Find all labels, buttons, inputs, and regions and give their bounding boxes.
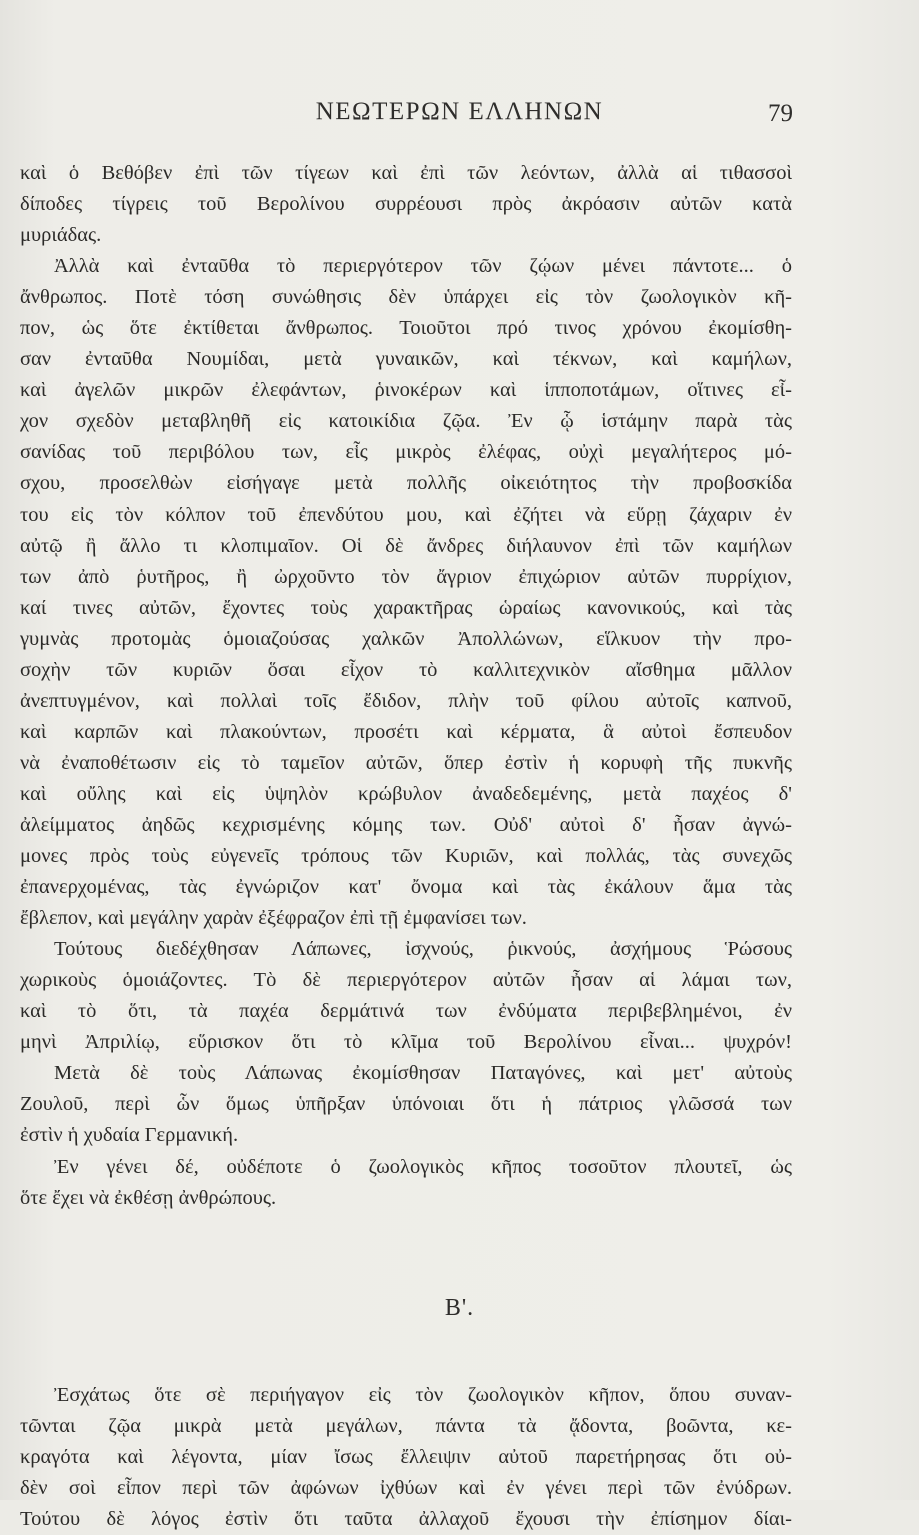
text-line: χον σχεδὸν μεταβληθῆ εἰς κατοικίδια ζῷα. Ἐν ᾧ ἱστάμην παρὰ τὰς xyxy=(20,410,792,433)
text-line: σανίδας τοῦ περιβόλου των, εἷς μικρὸς ἐλέφας, οὐχὶ μεγαλήτερος μό- xyxy=(20,441,792,464)
text-line: ἄνθρωπος. Ποτὲ τόση συνώθησις δὲν ὑπάρχει εἰς τὸν ζωολογικὸν κῆ- xyxy=(20,286,792,309)
text-line: σχου, προσελθὼν εἰσήγαγε μετὰ πολλῆς οἰκειότητος τὴν προβοσκίδα xyxy=(20,472,792,495)
text-line: μυριάδας. xyxy=(20,224,102,247)
text-line: ἔβλεπον, καὶ μεγάλην χαρὰν ἐξέφραζον ἐπὶ τῇ ἐμφανίσει των. xyxy=(20,907,527,930)
text-line: Τούτου δὲ λόγος ἐστὶν ὅτι ταῦτα ἀλλαχοῦ ἔχουσι τὴν ἐπίσημον δίαι- xyxy=(20,1508,792,1531)
text-line: ἐστὶν ἡ χυδαία Γερμανική. xyxy=(20,1124,239,1147)
text-line: ἀλείμματος ἀηδῶς κεχρισμένης κόμης των. Οὐδ' αὐτοὶ δ' ἦσαν ἀγνώ- xyxy=(20,813,792,836)
text-line: καὶ οὔλης καὶ εἰς ὑψηλὸν κρώβυλον ἀναδεδεμένης, μετὰ παχέος δ' xyxy=(20,782,792,805)
text-line: Μετὰ δὲ τοὺς Λάπωνας ἐκομίσθησαν Παταγόνες, καὶ μετ' αὐτοὺς xyxy=(54,1062,792,1085)
main-text-block xyxy=(20,158,792,1214)
text-line: Ἀλλὰ καὶ ἐνταῦθα τὸ περιεργότερον τῶν ζῴων μένει πάντοτε... ὁ xyxy=(54,255,792,278)
section-heading: Β'. xyxy=(444,1295,475,1321)
text-line: χωρικοὺς ὁμοιάζοντες. Τὸ δὲ περιεργότερον αὐτῶν ἦσαν αἱ λάμαι των, xyxy=(20,969,792,992)
text-line: δίποδες τίγρεις τοῦ Βερολίνου συρρέουσι πρὸς ἀκρόασιν αὐτῶν κατὰ xyxy=(20,193,792,216)
text-line: καὶ τὸ ὅτι, τὰ παχέα δερμάτινά των ἐνδύματα περιβεβλημένοι, ἐν xyxy=(20,1000,792,1023)
page-number: 79 xyxy=(768,100,793,127)
text-line: καὶ καρπῶν καὶ πλακούντων, προσέτι καὶ κέρματα, ἃ αὐτοὶ ἔσπευδον xyxy=(20,720,792,743)
text-line: ἐπανερχομένας, τὰς ἐγνώριζον κατ' ὄνομα καὶ τὰς ἐκάλουν ἅμα τὰς xyxy=(20,876,792,899)
text-line: Ζουλοῦ, περὶ ὧν ὅμως ὑπῆρξαν ὑπόνοιαι ὅτι ἡ πάτριος γλῶσσά των xyxy=(20,1093,792,1116)
page-header xyxy=(0,98,919,138)
text-line: αὐτῷ ἢ ἄλλο τι κλοπιμαῖον. Οἱ δὲ ἄνδρες διήλαυνον ἐπὶ τῶν καμήλων xyxy=(20,534,792,557)
text-line: καὶ ὁ Βεθόβεν ἐπὶ τῶν τίγεων καὶ ἐπὶ τῶν λεόντων, ἀλλὰ αἱ τιθασσοὶ xyxy=(20,162,792,184)
text-line: μηνὶ Ἀπριλίῳ, εὕρισκον ὅτι τὸ κλῖμα τοῦ Βερολίνου εἶναι... ψυχρόν! xyxy=(20,1031,792,1054)
text-line: σαν ἐνταῦθα Νουμίδαι, μετὰ γυναικῶν, καὶ τέκνων, καὶ καμήλων, xyxy=(20,348,792,371)
text-line: δὲν σοὶ εἶπον περὶ τῶν ἀφώνων ἰχθύων καὶ ἐν γένει περὶ τῶν ἐνύδρων. xyxy=(20,1477,792,1500)
text-line: των ἀπὸ ῥυτῆρος, ἢ ὠρχοῦντο τὸν ἄγριον ἐπιχώριον αὐτῶν πυρρίχιον, xyxy=(20,565,792,588)
text-line: καί τινες αὐτῶν, ἔχοντες τοὺς χαρακτῆρας ὡραίως κανονικούς, καὶ τὰς xyxy=(20,596,792,619)
text-line: Τούτους διεδέχθησαν Λάπωνες, ἰσχνούς, ῥικνούς, ἀσχήμους Ῥώσους xyxy=(54,938,792,961)
text-line: πον, ὡς ὅτε ἐκτίθεται ἄνθρωπος. Τοιοῦτοι πρό τινος χρόνου ἐκομίσθη- xyxy=(20,317,792,340)
text-line: ὅτε ἔχει νὰ ἐκθέσῃ ἀνθρώπους. xyxy=(20,1186,277,1209)
running-title: ΝΕΩΤΕΡΩΝ ΕΛΛΗΝΩΝ xyxy=(315,98,604,125)
text-line: κραγότα καὶ λέγοντα, μίαν ἴσως ἔλλειψιν αὐτοῦ παρετήρησας ὅτι οὐ- xyxy=(20,1446,792,1469)
text-line: τῶνται ζῷα μικρὰ μετὰ μεγάλων, πάντα τὰ ᾄδοντα, βοῶντα, κε- xyxy=(20,1415,792,1438)
text-line: γυμνὰς προτομὰς ὁμοιαζούσας χαλκῶν Ἀπολλώνων, εἵλκυον τὴν προ- xyxy=(20,627,792,650)
text-line: νὰ ἐναποθέτωσιν εἰς τὸ ταμεῖον αὐτῶν, ὅπερ ἐστὶν ἡ κορυφὴ τῆς πυκνῆς xyxy=(20,751,792,774)
text-line: Ἐν γένει δέ, οὐδέποτε ὁ ζωολογικὸς κῆπος τοσοῦτον πλουτεῖ, ὡς xyxy=(54,1155,792,1178)
section-text-block xyxy=(20,1380,792,1535)
text-line: του εἰς τὸν κόλπον τοῦ ἐπενδύτου μου, καὶ ἐζήτει νὰ εὕρῃ ζάχαριν ἐν xyxy=(20,503,792,526)
text-line: ἀνεπτυγμένον, καὶ πολλαὶ τοῖς ἔδιδον, πλὴν τοῦ φίλου αὐτοῖς καπνοῦ, xyxy=(20,689,792,712)
text-line: καὶ ἀγελῶν μικρῶν ἐλεφάντων, ῥινοκέρων καὶ ἱπποποτάμων, οἵτινες εἶ- xyxy=(20,379,792,402)
text-line: μονες πρὸς τοὺς εὐγενεῖς τρόπους τῶν Κυριῶν, καὶ πολλάς, τὰς συνεχῶς xyxy=(20,845,792,868)
text-line: σοχὴν τῶν κυριῶν ὅσαι εἶχον τὸ καλλιτεχνικὸν αἴσθημα μᾶλλον xyxy=(20,658,792,681)
text-line: Ἐσχάτως ὅτε σὲ περιήγαγον εἰς τὸν ζωολογικὸν κῆπον, ὅπου συναν- xyxy=(54,1384,792,1406)
